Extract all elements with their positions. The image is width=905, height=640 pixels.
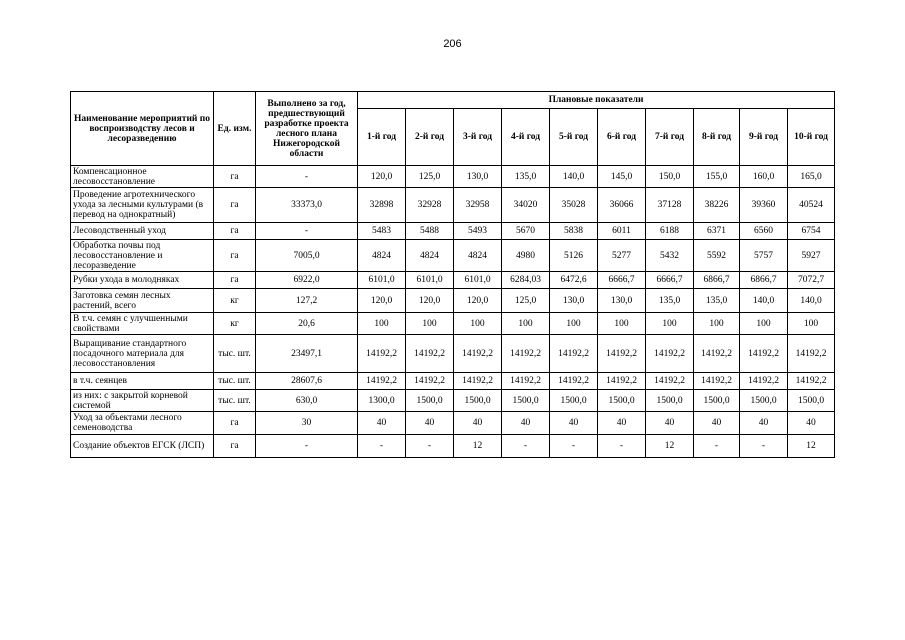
plan-year-7-value: 6666,7 [646, 272, 694, 289]
plan-year-10-value: 40524 [788, 188, 835, 223]
plan-year-7-value: 37128 [646, 188, 694, 223]
prior-year-value: 127,2 [256, 289, 358, 313]
plan-year-1-value: 4824 [358, 240, 406, 272]
unit-cell: тыс. шт. [214, 390, 256, 412]
plan-year-9-value: 1500,0 [740, 390, 788, 412]
plan-year-9-value: 5757 [740, 240, 788, 272]
plan-year-2-value: 120,0 [406, 289, 454, 313]
plan-year-4-value: 40 [502, 412, 550, 435]
prior-year-value: 7005,0 [256, 240, 358, 272]
plan-year-2-value: 4824 [406, 240, 454, 272]
table-row [71, 289, 835, 313]
plan-year-3-value: 12 [454, 435, 502, 458]
activity-name: Обработка почвы под лесовосстановление и лесоразведение [71, 240, 214, 272]
plan-year-2-value: 14192,2 [406, 335, 454, 373]
plan-year-8-value: 38226 [694, 188, 740, 223]
plan-year-9-value: 14192,2 [740, 335, 788, 373]
plan-year-8-value: 6866,7 [694, 272, 740, 289]
plan-year-7-value: 150,0 [646, 166, 694, 188]
activity-name: в т.ч. сеянцев [71, 373, 214, 390]
plan-year-5-value: 130,0 [550, 289, 598, 313]
header-year-9: 9-й год [740, 109, 788, 166]
table-row [71, 166, 835, 188]
plan-year-7-value: 14192,2 [646, 335, 694, 373]
plan-year-4-value: 100 [502, 313, 550, 335]
unit-cell: га [214, 435, 256, 458]
header-unit: Ед. изм. [214, 92, 256, 166]
plan-year-2-value: 6101,0 [406, 272, 454, 289]
prior-year-value: 630,0 [256, 390, 358, 412]
plan-year-2-value: 1500,0 [406, 390, 454, 412]
plan-year-10-value: 5927 [788, 240, 835, 272]
prior-year-value: 20,6 [256, 313, 358, 335]
plan-year-8-value: 14192,2 [694, 373, 740, 390]
plan-year-4-value: 1500,0 [502, 390, 550, 412]
plan-year-3-value: 100 [454, 313, 502, 335]
plan-year-9-value: 14192,2 [740, 373, 788, 390]
plan-year-4-value: - [502, 435, 550, 458]
table-row [71, 272, 835, 289]
unit-cell: га [214, 272, 256, 289]
activity-name: В т.ч. семян с улучшенными свойствами [71, 313, 214, 335]
header-year-4: 4-й год [502, 109, 550, 166]
table-row [71, 188, 835, 223]
plan-year-10-value: 6754 [788, 223, 835, 240]
plan-year-1-value: 32898 [358, 188, 406, 223]
plan-year-5-value: 140,0 [550, 166, 598, 188]
plan-year-2-value: 100 [406, 313, 454, 335]
plan-year-10-value: 7072,7 [788, 272, 835, 289]
plan-year-5-value: 40 [550, 412, 598, 435]
plan-year-5-value: 5126 [550, 240, 598, 272]
plan-year-4-value: 14192,2 [502, 373, 550, 390]
plan-year-2-value: 32928 [406, 188, 454, 223]
plan-year-1-value: 40 [358, 412, 406, 435]
plan-year-6-value: 14192,2 [598, 373, 646, 390]
activity-name: Создание объектов ЕГСК (ЛСП) [71, 435, 214, 458]
plan-year-3-value: 120,0 [454, 289, 502, 313]
unit-cell: га [214, 166, 256, 188]
plan-year-1-value: 14192,2 [358, 373, 406, 390]
plan-year-9-value: 140,0 [740, 289, 788, 313]
plan-year-8-value: 135,0 [694, 289, 740, 313]
plan-year-6-value: 6011 [598, 223, 646, 240]
plan-year-5-value: 5838 [550, 223, 598, 240]
plan-year-3-value: 32958 [454, 188, 502, 223]
plan-year-3-value: 14192,2 [454, 373, 502, 390]
activity-name: из них: с закрытой корневой системой [71, 390, 214, 412]
plan-year-3-value: 6101,0 [454, 272, 502, 289]
plan-year-10-value: 14192,2 [788, 373, 835, 390]
forest-reproduction-table [70, 91, 835, 458]
plan-year-2-value: 40 [406, 412, 454, 435]
plan-year-6-value: 6666,7 [598, 272, 646, 289]
plan-year-9-value: 6560 [740, 223, 788, 240]
plan-year-4-value: 14192,2 [502, 335, 550, 373]
activity-name: Проведение агротехнического ухода за лесными культурами (в перевод на однократный) [71, 188, 214, 223]
plan-year-3-value: 1500,0 [454, 390, 502, 412]
prior-year-value: 30 [256, 412, 358, 435]
plan-year-8-value: 100 [694, 313, 740, 335]
plan-year-5-value: 1500,0 [550, 390, 598, 412]
plan-year-3-value: 5493 [454, 223, 502, 240]
header-year-7: 7-й год [646, 109, 694, 166]
header-name: Наименование мероприятий по воспроизводству лесов и лесоразведению [71, 92, 214, 166]
plan-year-1-value: - [358, 435, 406, 458]
plan-year-9-value: 40 [740, 412, 788, 435]
plan-year-5-value: 6472,6 [550, 272, 598, 289]
header-year-1: 1-й год [358, 109, 406, 166]
prior-year-value: 28607,6 [256, 373, 358, 390]
plan-year-5-value: 14192,2 [550, 335, 598, 373]
plan-year-8-value: 6371 [694, 223, 740, 240]
plan-year-7-value: 12 [646, 435, 694, 458]
plan-year-4-value: 4980 [502, 240, 550, 272]
plan-year-8-value: 40 [694, 412, 740, 435]
plan-year-8-value: 14192,2 [694, 335, 740, 373]
plan-year-1-value: 100 [358, 313, 406, 335]
header-year-5: 5-й год [550, 109, 598, 166]
table-row [71, 373, 835, 390]
plan-year-3-value: 4824 [454, 240, 502, 272]
plan-year-6-value: 130,0 [598, 289, 646, 313]
activity-name: Компенсационное лесовосстановление [71, 166, 214, 188]
prior-year-value: 33373,0 [256, 188, 358, 223]
table-row [71, 335, 835, 373]
plan-year-7-value: 135,0 [646, 289, 694, 313]
unit-cell: га [214, 188, 256, 223]
plan-year-9-value: 6866,7 [740, 272, 788, 289]
plan-year-8-value: 1500,0 [694, 390, 740, 412]
plan-year-6-value: 40 [598, 412, 646, 435]
plan-year-1-value: 6101,0 [358, 272, 406, 289]
prior-year-value: - [256, 166, 358, 188]
activity-name: Уход за объектами лесного семеноводства [71, 412, 214, 435]
table-row [71, 240, 835, 272]
plan-year-6-value: 1500,0 [598, 390, 646, 412]
plan-year-2-value: 125,0 [406, 166, 454, 188]
unit-cell: кг [214, 313, 256, 335]
plan-year-1-value: 120,0 [358, 289, 406, 313]
header-year-3: 3-й год [454, 109, 502, 166]
plan-year-7-value: 5432 [646, 240, 694, 272]
unit-cell: кг [214, 289, 256, 313]
header-year-6: 6-й год [598, 109, 646, 166]
unit-cell: га [214, 412, 256, 435]
plan-year-2-value: - [406, 435, 454, 458]
plan-year-3-value: 40 [454, 412, 502, 435]
header-planned-indicators: Плановые показатели [358, 92, 835, 109]
plan-year-8-value: 5592 [694, 240, 740, 272]
plan-year-2-value: 5488 [406, 223, 454, 240]
unit-cell: га [214, 240, 256, 272]
plan-year-5-value: 35028 [550, 188, 598, 223]
plan-year-6-value: 145,0 [598, 166, 646, 188]
header-year-8: 8-й год [694, 109, 740, 166]
header-prior-year: Выполнено за год, предшествующий разработке проекта лесного плана Нижегородской области [256, 92, 358, 166]
plan-year-5-value: 14192,2 [550, 373, 598, 390]
plan-year-9-value: 100 [740, 313, 788, 335]
plan-year-10-value: 14192,2 [788, 335, 835, 373]
plan-year-4-value: 34020 [502, 188, 550, 223]
plan-year-9-value: 160,0 [740, 166, 788, 188]
table-row [71, 223, 835, 240]
unit-cell: тыс. шт. [214, 335, 256, 373]
table-row [71, 390, 835, 412]
plan-year-5-value: 100 [550, 313, 598, 335]
plan-year-1-value: 5483 [358, 223, 406, 240]
prior-year-value: 23497,1 [256, 335, 358, 373]
plan-year-7-value: 100 [646, 313, 694, 335]
unit-cell: тыс. шт. [214, 373, 256, 390]
plan-year-1-value: 14192,2 [358, 335, 406, 373]
plan-year-6-value: - [598, 435, 646, 458]
page-number: 206 [443, 38, 462, 50]
activity-name: Выращивание стандартного посадочного материала для лесовосстановления [71, 335, 214, 373]
plan-year-4-value: 6284,03 [502, 272, 550, 289]
plan-year-1-value: 1300,0 [358, 390, 406, 412]
plan-year-7-value: 14192,2 [646, 373, 694, 390]
prior-year-value: - [256, 435, 358, 458]
prior-year-value: - [256, 223, 358, 240]
plan-year-10-value: 40 [788, 412, 835, 435]
plan-year-3-value: 14192,2 [454, 335, 502, 373]
plan-year-3-value: 130,0 [454, 166, 502, 188]
table-row [71, 435, 835, 458]
activity-name: Заготовка семян лесных растений, всего [71, 289, 214, 313]
table-row [71, 313, 835, 335]
plan-year-4-value: 135,0 [502, 166, 550, 188]
plan-year-6-value: 5277 [598, 240, 646, 272]
plan-year-6-value: 14192,2 [598, 335, 646, 373]
plan-year-7-value: 1500,0 [646, 390, 694, 412]
plan-year-7-value: 40 [646, 412, 694, 435]
plan-year-4-value: 125,0 [502, 289, 550, 313]
plan-year-9-value: - [740, 435, 788, 458]
plan-year-6-value: 36066 [598, 188, 646, 223]
plan-year-8-value: 155,0 [694, 166, 740, 188]
header-year-2: 2-й год [406, 109, 454, 166]
plan-year-2-value: 14192,2 [406, 373, 454, 390]
plan-year-6-value: 100 [598, 313, 646, 335]
plan-year-10-value: 1500,0 [788, 390, 835, 412]
plan-year-10-value: 165,0 [788, 166, 835, 188]
plan-year-10-value: 12 [788, 435, 835, 458]
activity-name: Рубки ухода в молодняках [71, 272, 214, 289]
plan-year-10-value: 100 [788, 313, 835, 335]
plan-year-9-value: 39360 [740, 188, 788, 223]
prior-year-value: 6922,0 [256, 272, 358, 289]
header-year-10: 10-й год [788, 109, 835, 166]
plan-year-10-value: 140,0 [788, 289, 835, 313]
plan-year-4-value: 5670 [502, 223, 550, 240]
activity-name: Лесоводственный уход [71, 223, 214, 240]
unit-cell: га [214, 223, 256, 240]
plan-year-8-value: - [694, 435, 740, 458]
table-body [71, 166, 835, 458]
plan-year-1-value: 120,0 [358, 166, 406, 188]
plan-year-7-value: 6188 [646, 223, 694, 240]
table-row [71, 412, 835, 435]
plan-year-5-value: - [550, 435, 598, 458]
